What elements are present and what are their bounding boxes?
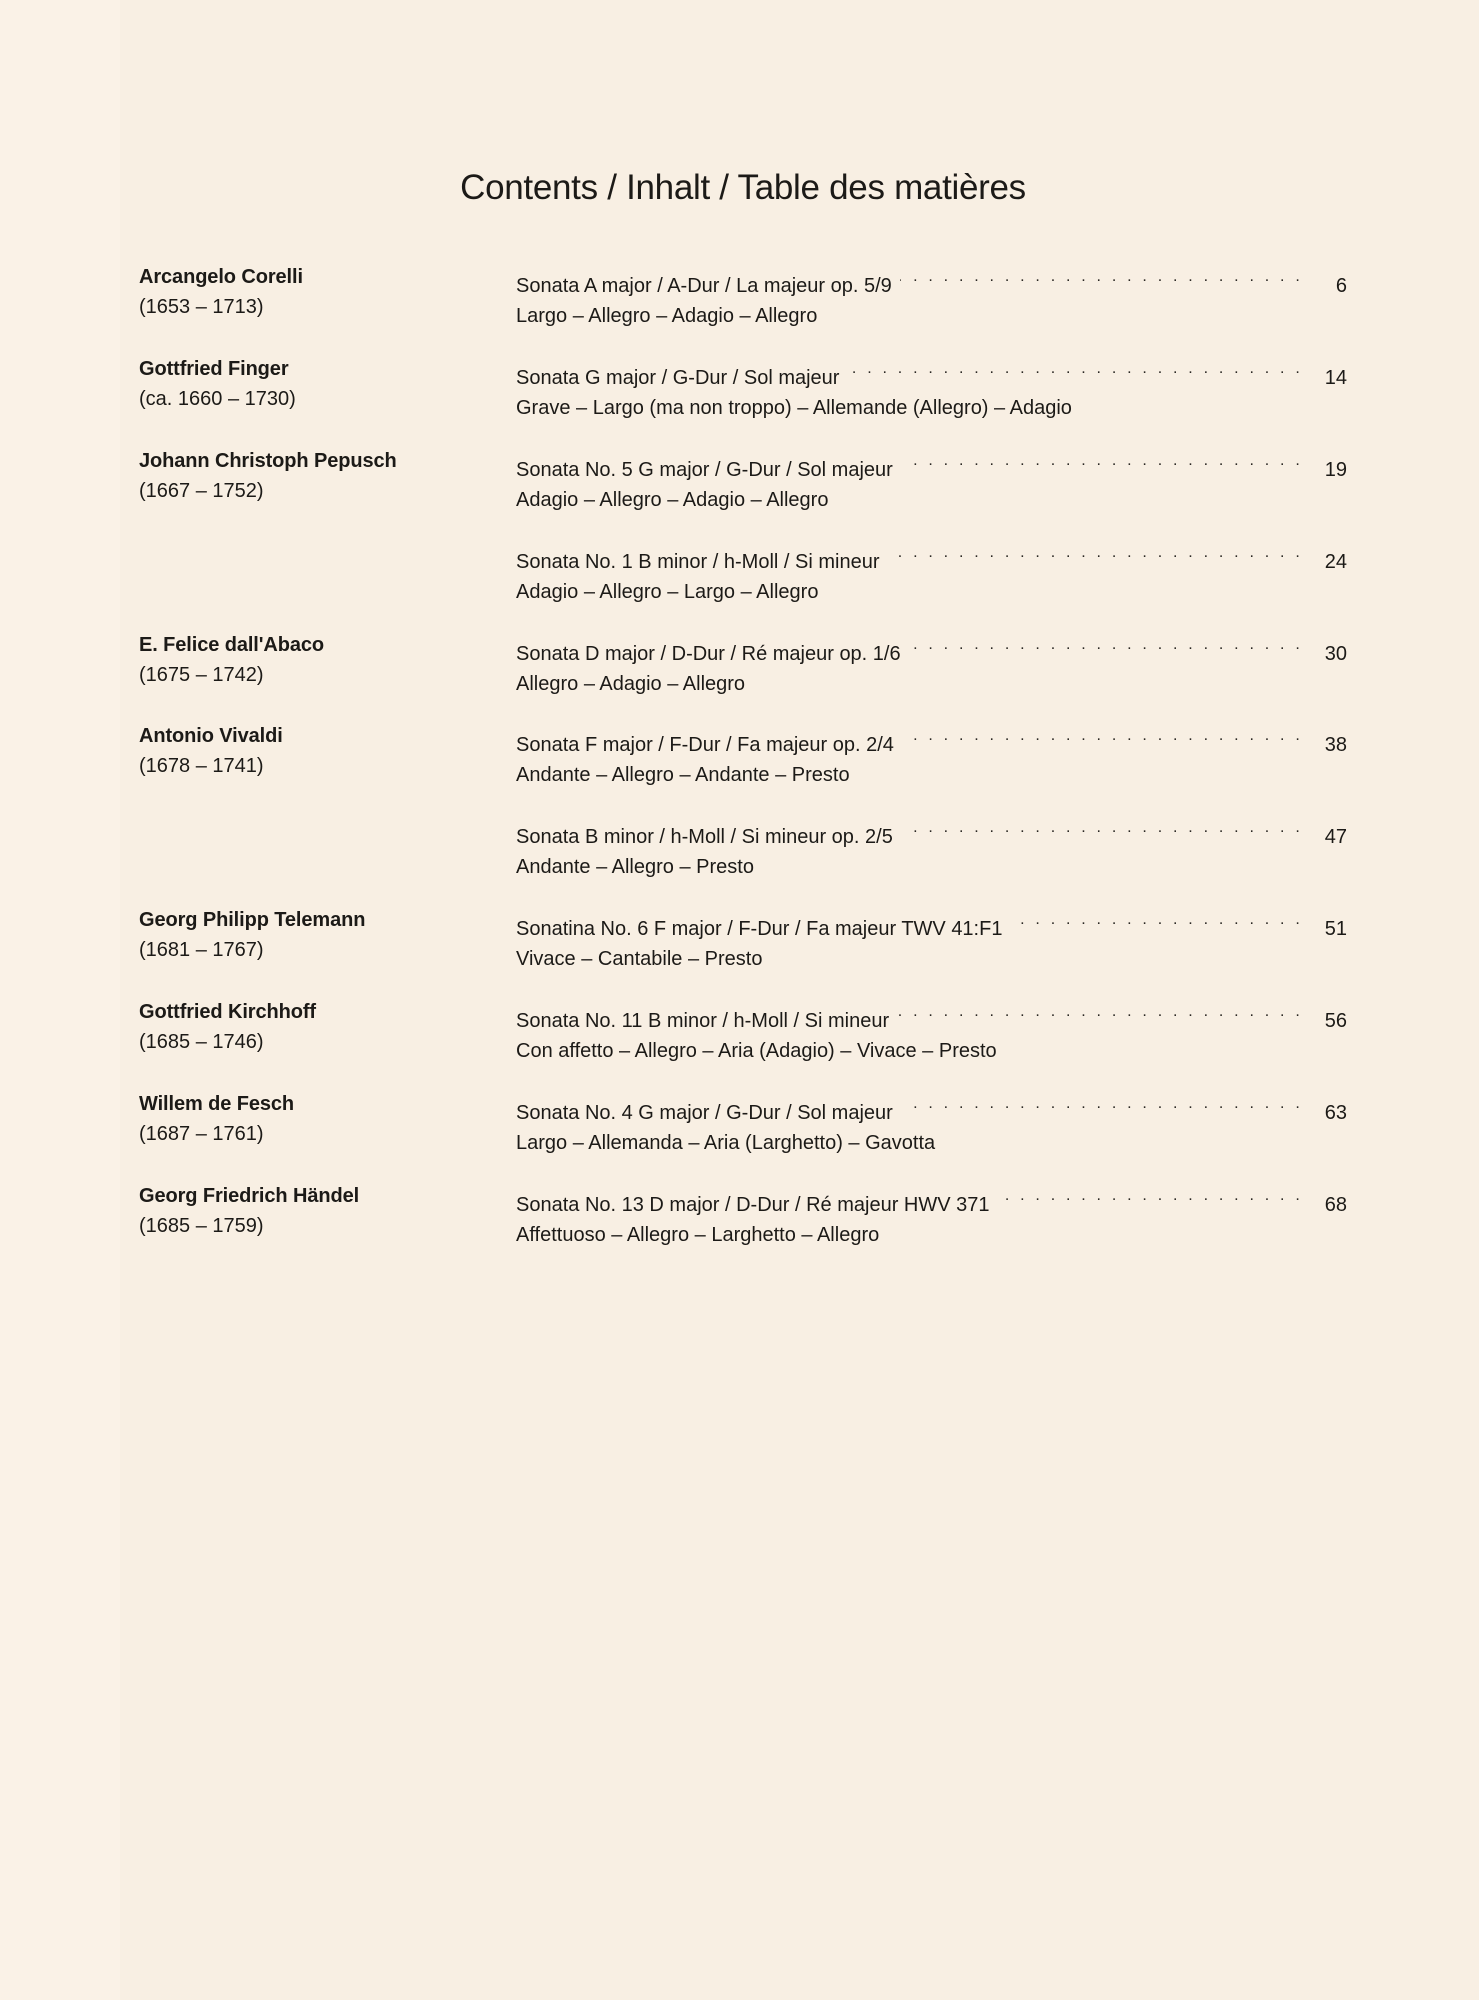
work[interactable]	[516, 997, 1347, 1066]
page-number: 19	[1324, 458, 1347, 481]
work-title-line	[516, 1089, 1347, 1128]
composer	[139, 354, 509, 414]
composer-name: Georg Philipp Telemann	[139, 909, 366, 932]
composer-dates: (1685 – 1746)	[139, 1031, 264, 1054]
toc-entry	[139, 630, 1347, 722]
composer	[139, 1089, 509, 1149]
toc-entry	[139, 446, 1347, 538]
toc-entry	[139, 538, 1347, 630]
work[interactable]	[516, 630, 1347, 699]
toc-entry	[139, 813, 1347, 905]
composer-name: Antonio Vivaldi	[139, 725, 283, 748]
movements: Con affetto – Allegro – Aria (Adagio) – Vivace – Presto	[516, 1040, 997, 1063]
dot-leader	[847, 354, 1303, 384]
work-title: Sonata No. 1 B minor / h-Moll / Si mineur	[516, 550, 880, 573]
composer	[139, 721, 509, 781]
composer	[139, 630, 509, 690]
work[interactable]	[516, 538, 1347, 607]
dot-leader	[900, 262, 1303, 292]
work-title: Sonata No. 5 G major / G-Dur / Sol majeur	[516, 458, 893, 481]
work-title-line	[516, 813, 1347, 852]
page-edge	[0, 0, 120, 2000]
work-title-line	[516, 721, 1347, 760]
toc-entry	[139, 721, 1347, 813]
work[interactable]	[516, 721, 1347, 790]
work-title: Sonata G major / G-Dur / Sol majeur	[516, 366, 840, 389]
work-title: Sonata No. 11 B minor / h-Moll / Si mineur	[516, 1010, 890, 1033]
toc-entry	[139, 1089, 1347, 1181]
work-title-line	[516, 538, 1347, 577]
dot-leader	[901, 446, 1303, 476]
page-title: Contents / Inhalt / Table des matières	[460, 168, 1026, 207]
movements: Allegro – Adagio – Allegro	[516, 672, 746, 695]
page-number: 47	[1324, 826, 1347, 849]
table-of-contents	[139, 262, 1347, 1273]
movements: Adagio – Allegro – Adagio – Allegro	[516, 488, 829, 511]
movements: Affettuoso – Allegro – Larghetto – Allegro	[516, 1223, 880, 1246]
page-number: 30	[1324, 642, 1347, 665]
composer	[139, 262, 509, 322]
composer-dates: (1653 – 1713)	[139, 296, 264, 318]
work[interactable]	[516, 354, 1347, 423]
page-number: 24	[1324, 550, 1347, 573]
dot-leader	[998, 1181, 1303, 1211]
composer-name: E. Felice dall'Abaco	[139, 633, 325, 656]
work-title: Sonata No. 13 D major / D-Dur / Ré majeur HWV 371	[516, 1193, 990, 1216]
toc-entry	[139, 354, 1347, 446]
work-title: Sonatina No. 6 F major / F-Dur / Fa majeur TWV 41:F1	[516, 918, 1003, 941]
work[interactable]	[516, 446, 1347, 515]
page-number: 51	[1324, 918, 1347, 941]
composer-dates: (1667 – 1752)	[139, 479, 264, 502]
toc-entry	[139, 1181, 1347, 1273]
movements: Andante – Allegro – Presto	[516, 856, 754, 879]
composer-dates: (ca. 1660 – 1730)	[139, 387, 296, 410]
dot-leader	[901, 813, 1303, 843]
page-number: 6	[1335, 275, 1347, 297]
work-title: Sonata F major / F-Dur / Fa majeur op. 2/4	[516, 734, 894, 757]
work-title-line	[516, 630, 1347, 669]
work-title-line	[516, 446, 1347, 485]
work-title: Sonata A major / A-Dur / La majeur op. 5/9	[516, 275, 892, 297]
dot-leader	[902, 721, 1303, 751]
composer-name: Georg Friedrich Händel	[139, 1184, 360, 1207]
work-title: Sonata B minor / h-Moll / Si mineur op. 2/5	[516, 826, 893, 849]
dot-leader	[897, 997, 1303, 1027]
movements: Largo – Allegro – Adagio – Allegro	[516, 305, 818, 327]
movements: Vivace – Cantabile – Presto	[516, 948, 763, 971]
composer-name: Gottfried Finger	[139, 357, 289, 380]
composer	[139, 1181, 509, 1241]
movements: Andante – Allegro – Andante – Presto	[516, 764, 850, 787]
toc-entry	[139, 262, 1347, 354]
work[interactable]	[516, 262, 1347, 331]
dot-leader	[1010, 905, 1303, 935]
composer-name: Johann Christoph Pepusch	[139, 449, 397, 472]
work[interactable]	[516, 905, 1347, 974]
work-title-line	[516, 905, 1347, 944]
movements: Adagio – Allegro – Largo – Allegro	[516, 580, 819, 603]
composer-dates: (1687 – 1761)	[139, 1123, 264, 1146]
page-number: 63	[1324, 1102, 1347, 1125]
work[interactable]	[516, 1181, 1347, 1250]
work[interactable]	[516, 813, 1347, 882]
page-number: 38	[1324, 734, 1347, 757]
work-title-line	[516, 354, 1347, 393]
toc-entry	[139, 997, 1347, 1089]
work-title-line	[516, 1181, 1347, 1220]
composer-name: Willem de Fesch	[139, 1093, 295, 1116]
dot-leader	[909, 630, 1303, 660]
dot-leader	[887, 538, 1303, 568]
composer	[139, 997, 509, 1057]
page-number: 56	[1324, 1010, 1347, 1033]
movements: Grave – Largo (ma non troppo) – Allemande (Allegro) – Adagio	[516, 396, 1072, 419]
work-title-line	[516, 997, 1347, 1036]
page-number: 14	[1324, 366, 1347, 389]
toc-entry	[139, 905, 1347, 997]
composer-name: Arcangelo Corelli	[139, 266, 303, 288]
composer-dates: (1685 – 1759)	[139, 1214, 264, 1237]
composer	[139, 446, 509, 506]
work-title: Sonata D major / D-Dur / Ré majeur op. 1/6	[516, 642, 901, 665]
dot-leader	[901, 1089, 1303, 1119]
work-title-line	[516, 262, 1347, 301]
page-number: 68	[1324, 1193, 1347, 1216]
composer-dates: (1681 – 1767)	[139, 939, 264, 962]
work-title: Sonata No. 4 G major / G-Dur / Sol majeur	[516, 1102, 893, 1125]
composer-name: Gottfried Kirchhoff	[139, 1001, 316, 1024]
composer	[139, 905, 509, 965]
movements: Largo – Allemanda – Aria (Larghetto) – Gavotta	[516, 1132, 936, 1155]
work[interactable]	[516, 1089, 1347, 1158]
composer-dates: (1675 – 1742)	[139, 663, 264, 686]
composer-dates: (1678 – 1741)	[139, 755, 264, 778]
